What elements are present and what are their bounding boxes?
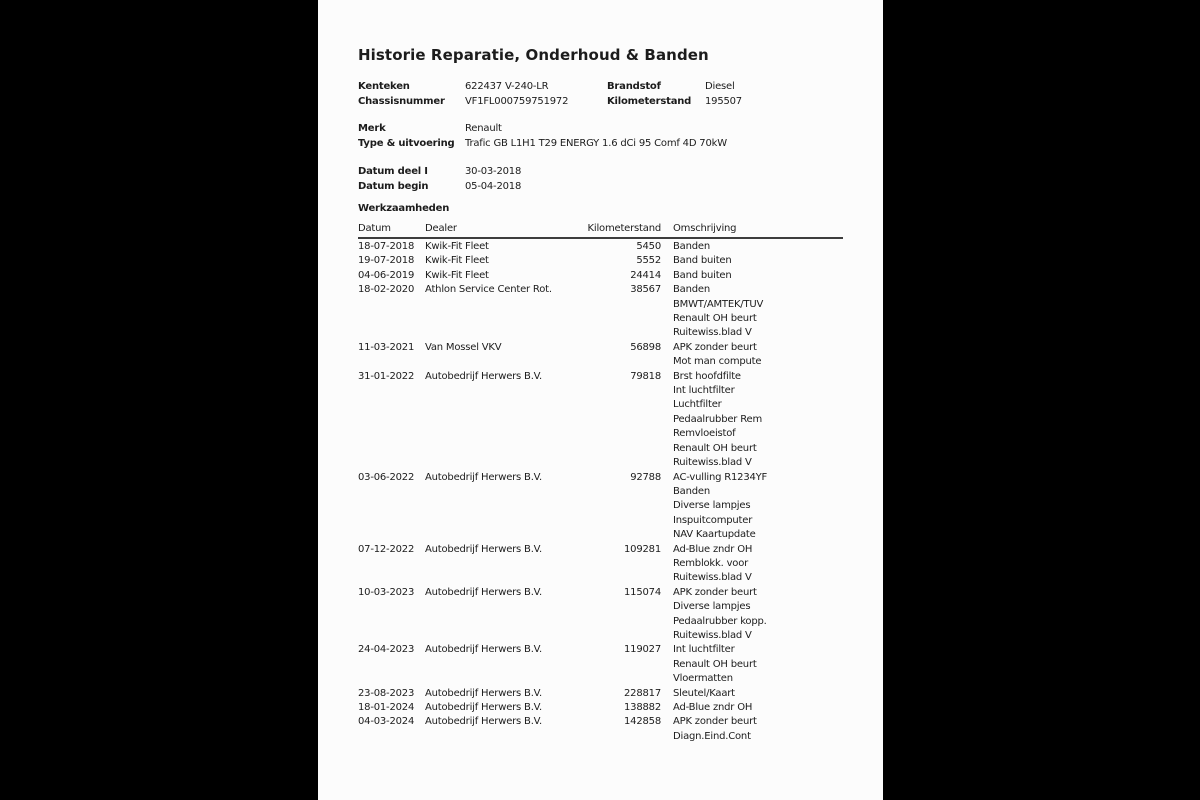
table-row	[318, 370, 883, 471]
info-row	[358, 180, 867, 195]
description-line: Ruitewiss.blad V	[673, 457, 752, 469]
info-value: Renault	[465, 123, 502, 134]
cell-omschrijving	[673, 701, 883, 715]
table-row	[318, 701, 883, 715]
cell-kilometerstand: 38567	[630, 284, 661, 296]
table-row	[318, 240, 883, 254]
info-label: Kilometerstand	[607, 95, 692, 107]
description-line: AC-vulling R1234YF	[673, 471, 768, 483]
description-line: Ad-Blue zndr OH	[673, 702, 753, 713]
info-value: 195507	[705, 95, 742, 107]
cell-omschrijving	[673, 254, 883, 268]
description-line: Inspuitcomputer	[673, 514, 753, 526]
description-line: Remvloeistof	[673, 428, 736, 440]
cell-dealer: Autobedrijf Herwers B.V.	[425, 702, 543, 713]
description-line: Band buiten	[673, 269, 732, 281]
info-row	[358, 80, 867, 95]
info-label: Merk	[358, 123, 386, 134]
description-line: Renault OH beurt	[673, 313, 757, 325]
cell-omschrijving	[673, 269, 883, 283]
cell-kilometerstand: 142858	[624, 716, 661, 728]
cell-datum: 03-06-2022	[358, 471, 415, 483]
info-row	[358, 165, 867, 180]
info-value: Trafic GB L1H1 T29 ENERGY 1.6 dCi 95 Comf 4D 70kW	[465, 137, 727, 149]
description-line: APK zonder beurt	[673, 586, 757, 598]
info-label: Datum begin	[358, 180, 429, 192]
cell-kilometerstand: 109281	[624, 543, 661, 555]
description-line: Renault OH beurt	[673, 442, 757, 454]
table-rows	[318, 240, 883, 744]
cell-kilometerstand: 24414	[630, 269, 661, 281]
description-line: Diverse lampjes	[673, 500, 751, 512]
description-line: Banden	[673, 485, 710, 497]
info-row	[358, 95, 867, 110]
cell-datum: 23-08-2023	[358, 687, 415, 699]
description-line: Int luchtfilter	[673, 385, 735, 397]
werkzaamheden-table	[318, 222, 883, 744]
cell-kilometerstand: 79818	[630, 370, 661, 382]
table-row	[318, 586, 883, 644]
cell-dealer: Autobedrijf Herwers B.V.	[425, 716, 543, 728]
table-row	[318, 543, 883, 586]
table-row	[318, 471, 883, 543]
table-row	[318, 269, 883, 283]
description-line: Diverse lampjes	[673, 601, 751, 613]
info-row	[358, 137, 867, 152]
description-line: BMWT/AMTEK/TUV	[673, 298, 764, 310]
description-line: Remblokk. voor	[673, 557, 749, 569]
cell-kilometerstand: 5552	[636, 255, 661, 267]
cell-omschrijving	[673, 283, 883, 341]
description-line: Banden	[673, 241, 710, 252]
cell-omschrijving	[673, 687, 883, 701]
description-line: Pedaalrubber Rem	[673, 413, 762, 425]
column-header-kilometerstand: Kilometerstand	[587, 223, 661, 234]
description-line: Mot man compute	[673, 356, 762, 368]
description-line: APK zonder beurt	[673, 716, 757, 728]
info-label: Datum deel I	[358, 166, 428, 177]
cell-dealer: Kwik-Fit Fleet	[425, 269, 489, 281]
cell-omschrijving	[673, 715, 883, 744]
description-line: Int luchtfilter	[673, 644, 735, 656]
info-value: 30-03-2018	[465, 166, 522, 177]
cell-dealer: Athlon Service Center Rot.	[425, 284, 552, 296]
cell-datum: 11-03-2021	[358, 341, 415, 353]
description-line: Vloermatten	[673, 673, 733, 685]
cell-omschrijving	[673, 543, 883, 586]
cell-dealer: Autobedrijf Herwers B.V.	[425, 586, 543, 598]
description-line: Banden	[673, 284, 710, 296]
cell-kilometerstand: 56898	[630, 341, 661, 353]
cell-dealer: Van Mossel VKV	[425, 341, 502, 353]
cell-kilometerstand: 138882	[624, 702, 661, 713]
cell-datum: 04-03-2024	[358, 716, 415, 728]
vehicle-id-section	[358, 80, 867, 109]
description-line: Ad-Blue zndr OH	[673, 543, 753, 555]
vehicle-details-section	[358, 122, 867, 151]
info-row	[358, 122, 867, 137]
description-line: Ruitewiss.blad V	[673, 629, 752, 641]
cell-dealer: Kwik-Fit Fleet	[425, 241, 489, 252]
info-value: VF1FL000759751972	[465, 95, 569, 107]
column-header-datum: Datum	[358, 223, 391, 234]
info-value: 622437 V-240-LR	[465, 81, 549, 92]
column-header-dealer: Dealer	[425, 223, 457, 234]
cell-omschrijving	[673, 471, 883, 543]
table-header-row	[318, 222, 883, 235]
cell-dealer: Autobedrijf Herwers B.V.	[425, 644, 543, 656]
table-row	[318, 283, 883, 341]
cell-datum: 18-07-2018	[358, 241, 415, 252]
table-row	[318, 643, 883, 686]
description-line: Renault OH beurt	[673, 658, 757, 670]
cell-datum: 10-03-2023	[358, 586, 415, 598]
cell-datum: 04-06-2019	[358, 269, 415, 281]
info-value: 05-04-2018	[465, 180, 522, 192]
cell-omschrijving	[673, 240, 883, 254]
cell-kilometerstand: 119027	[624, 644, 661, 656]
cell-datum: 24-04-2023	[358, 644, 415, 656]
cell-datum: 19-07-2018	[358, 255, 415, 267]
info-label: Kenteken	[358, 81, 410, 92]
description-line: Band buiten	[673, 255, 732, 267]
info-value: Diesel	[705, 81, 735, 92]
page-title: Historie Reparatie, Onderhoud & Banden	[358, 46, 709, 64]
cell-dealer: Autobedrijf Herwers B.V.	[425, 370, 543, 382]
table-row	[318, 687, 883, 701]
dates-section	[358, 165, 867, 194]
column-header-omschrijving: Omschrijving	[673, 223, 737, 234]
cell-dealer: Autobedrijf Herwers B.V.	[425, 543, 543, 555]
table-row	[318, 254, 883, 268]
werkzaamheden-heading: Werkzaamheden	[358, 203, 450, 214]
cell-omschrijving	[673, 341, 883, 370]
table-row	[318, 715, 883, 744]
cell-kilometerstand: 5450	[636, 241, 661, 252]
cell-kilometerstand: 228817	[624, 687, 661, 699]
cell-omschrijving	[673, 643, 883, 686]
description-line: Diagn.Eind.Cont	[673, 730, 751, 742]
cell-omschrijving	[673, 586, 883, 644]
info-label: Type & uitvoering	[358, 137, 455, 149]
report-page	[318, 0, 883, 800]
description-line: Luchtfilter	[673, 399, 722, 411]
description-line: Sleutel/Kaart	[673, 687, 735, 699]
header-divider	[358, 237, 843, 239]
description-line: APK zonder beurt	[673, 341, 757, 353]
cell-datum: 07-12-2022	[358, 543, 415, 555]
cell-dealer: Kwik-Fit Fleet	[425, 255, 489, 267]
cell-datum: 18-02-2020	[358, 284, 415, 296]
description-line: NAV Kaartupdate	[673, 529, 756, 541]
info-label: Chassisnummer	[358, 95, 445, 107]
description-line: Ruitewiss.blad V	[673, 572, 752, 584]
cell-dealer: Autobedrijf Herwers B.V.	[425, 687, 543, 699]
cell-datum: 18-01-2024	[358, 702, 415, 713]
cell-datum: 31-01-2022	[358, 370, 415, 382]
description-line: Ruitewiss.blad V	[673, 327, 752, 339]
description-line: Brst hoofdfilte	[673, 370, 741, 382]
cell-omschrijving	[673, 370, 883, 471]
info-label: Brandstof	[607, 81, 661, 92]
cell-kilometerstand: 92788	[630, 471, 661, 483]
table-row	[318, 341, 883, 370]
cell-kilometerstand: 115074	[624, 586, 661, 598]
description-line: Pedaalrubber kopp.	[673, 615, 767, 627]
cell-dealer: Autobedrijf Herwers B.V.	[425, 471, 543, 483]
